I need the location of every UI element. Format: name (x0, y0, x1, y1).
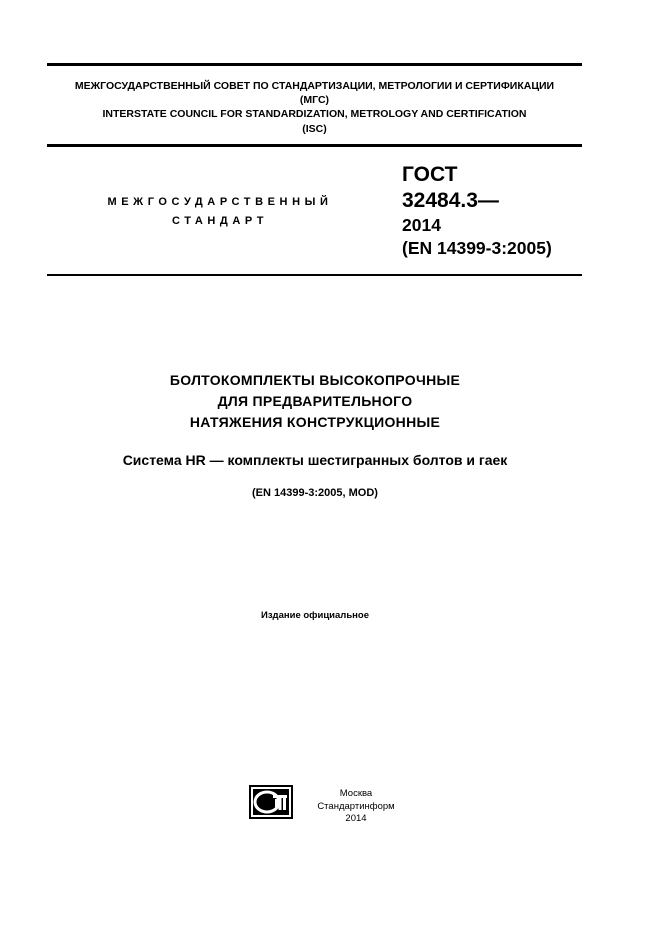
standard-type-line1: МЕЖГОСУДАРСТВЕННЫЙ (107, 196, 333, 208)
header-divider (47, 144, 582, 147)
standard-type (70, 193, 370, 231)
designation-equivalent: (EN 14399-3:2005) (402, 238, 552, 258)
title-line1: БОЛТОКОМПЛЕКТЫ ВЫСОКОПРОЧНЫЕ (169, 372, 461, 388)
standartinform-logo-icon (249, 785, 293, 819)
council-header (47, 79, 582, 136)
publisher-name: Стандартинформ (317, 800, 395, 812)
publisher-year: 2014 (345, 813, 367, 824)
designation-number: 32484.3— (402, 189, 499, 212)
council-name-en: INTERSTATE COUNCIL FOR STANDARDIZATION, METROLOGY AND CERTIFICATION (102, 108, 527, 121)
designation-divider (47, 274, 582, 276)
title-line3: НАТЯЖЕНИЯ КОНСТРУКЦИОННЫЕ (189, 414, 441, 430)
top-rule (47, 63, 582, 66)
title-line2: ДЛЯ ПРЕДВАРИТЕЛЬНОГО (217, 393, 413, 409)
standard-type-line2: СТАНДАРТ (171, 215, 269, 227)
edition-label: Издание официальное (261, 610, 369, 621)
reference-standard: (EN 14399-3:2005, MOD) (252, 487, 378, 499)
document-subtitle: Система HR — комплекты шестигранных болтов и гаек (122, 452, 508, 468)
council-abbr-ru: (МГС) (299, 94, 330, 107)
designation-prefix: ГОСТ (402, 163, 458, 186)
council-name-ru: МЕЖГОСУДАРСТВЕННЫЙ СОВЕТ ПО СТАНДАРТИЗАЦИИ, МЕТРОЛОГИИ И СЕРТИФИКАЦИИ (74, 80, 555, 92)
logo-graphic (249, 785, 293, 819)
council-abbr-en: (ISC) (302, 122, 327, 135)
publisher-info (296, 788, 416, 826)
publisher-city: Москва (339, 788, 373, 799)
designation-year: 2014 (402, 215, 441, 235)
document-title (60, 370, 570, 433)
standard-designation (402, 162, 552, 260)
